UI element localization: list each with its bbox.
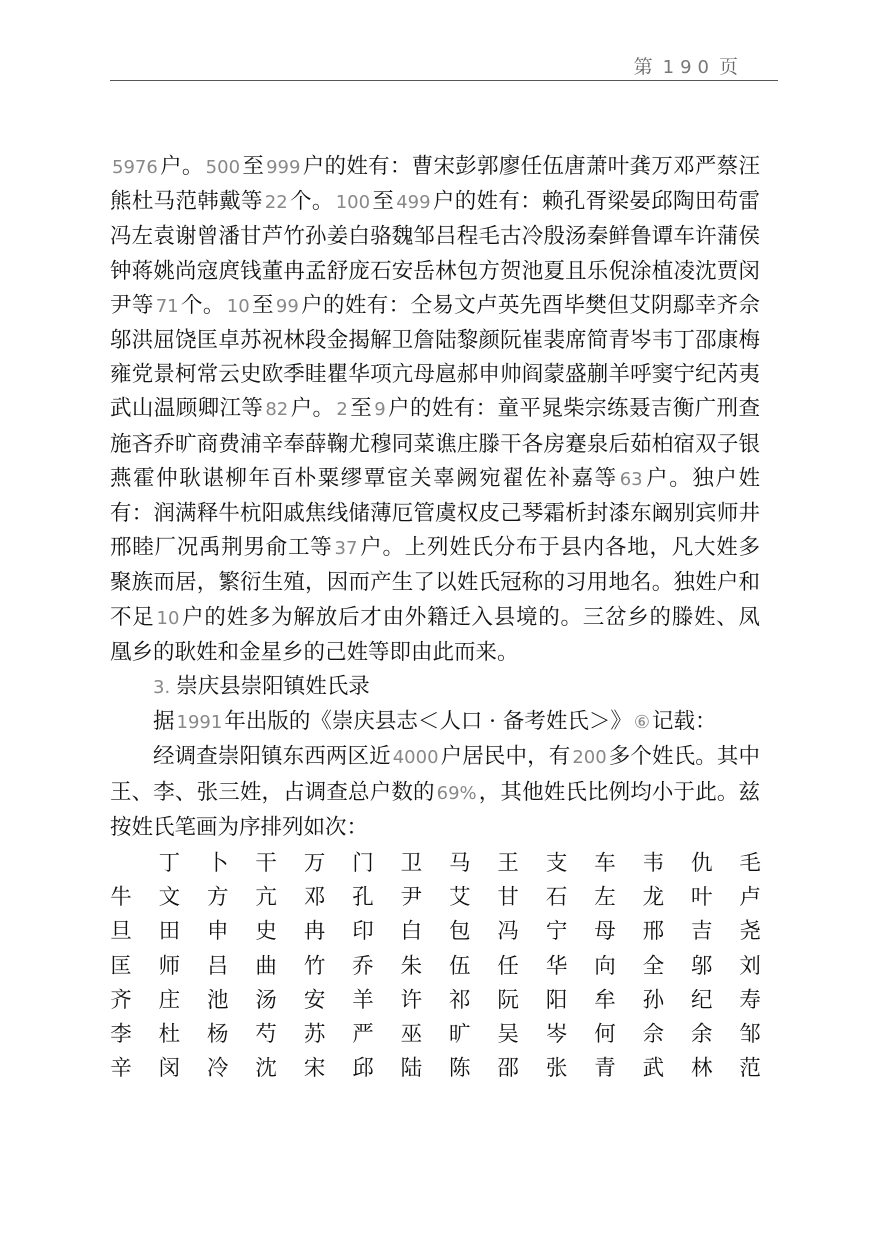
surname-cell: 邓 (303, 885, 326, 911)
surname-cell: 范 (739, 1056, 761, 1082)
surname-cell: 卫 (400, 851, 423, 877)
surname-cell: 石 (545, 885, 568, 911)
surname-cell: 池 (207, 987, 229, 1013)
surname-cell: 邱 (352, 1056, 374, 1082)
surname-row (110, 950, 760, 984)
number-text: 82 (265, 399, 289, 421)
surname-cell: 冉 (303, 919, 326, 945)
surname-cell: 车 (594, 851, 616, 877)
surname-cell: 田 (158, 919, 181, 945)
surname-cell: 左 (594, 885, 616, 911)
body-text: 年出版的《崇庆县志＜人口 · 备考姓氏＞》 (224, 709, 632, 735)
surname-cell: 邬 (691, 953, 713, 979)
surname-cell: 支 (545, 851, 568, 877)
surname-cell: 刘 (739, 953, 761, 979)
surname-cell: 余 (691, 1022, 713, 1047)
paragraph-surname-statistics (110, 150, 760, 670)
page-prefix: 第 (633, 56, 659, 78)
body-text: 户。独户姓有：润满释牛杭阳戚焦线储薄厄管虞权皮己琴霜析封漆东阚别宾师井邢睦厂况禹荆男俞工等 (110, 465, 760, 561)
number-text: 200 (572, 747, 607, 769)
page-header (110, 0, 778, 81)
surname-cell: 全 (642, 953, 665, 979)
body-text: 户。上列姓氏分布于县内各地，凡大姓多聚族而居，繁衍生殖，因而产生了以姓氏冠称的习用地名。独姓户和不足 (110, 535, 760, 630)
surname-cell: 曲 (255, 953, 277, 979)
surname-cell: 陈 (449, 1056, 471, 1082)
surname-cell: 辛 (110, 1056, 132, 1082)
surname-cell: 龙 (642, 885, 665, 911)
body-text: 多个姓氏。其中王、李、张三姓，占调查总户数的 (110, 744, 760, 805)
surname-cell: 陆 (400, 1056, 423, 1082)
section-number: 3. (153, 677, 171, 699)
number-text: 9 (374, 399, 386, 421)
surname-row (110, 915, 760, 949)
body-text: ，其他姓氏比例均小于此。兹按姓氏笔画为序排列如次： (110, 779, 760, 840)
surname-cell: 冷 (207, 1056, 229, 1082)
surname-cell: 甘 (497, 885, 519, 911)
surname-cell: 师 (158, 953, 181, 979)
surname-row (110, 1018, 760, 1052)
surname-cell: 岑 (545, 1022, 568, 1047)
surname-cell: 万 (303, 851, 326, 877)
surname-cell: 吉 (691, 919, 713, 945)
surname-cell: 文 (158, 885, 181, 911)
surname-cell: 母 (594, 919, 616, 945)
surname-row (110, 1052, 760, 1086)
page-body (110, 150, 760, 1086)
surname-cell: 旦 (110, 919, 132, 945)
surname-cell: 方 (207, 885, 229, 911)
number-text: 4000 (392, 747, 439, 769)
body-text: 户的姓有：赖孔胥梁晏邱陶田苟雷冯左袁谢曾潘甘芦竹孙姜白骆魏邹吕程毛古冷殷汤秦鲜鲁谭车许蒲侯钟蒋姚尚寇庹钱董冉孟舒庞石安岳林包方贺池夏且乐倪涂植凌沈贾闵尹等 (110, 189, 760, 318)
surname-cell: 艾 (449, 885, 471, 911)
surname-cell: 许 (400, 987, 423, 1013)
surname-cell: 沈 (255, 1056, 277, 1082)
surname-cell: 齐 (110, 987, 132, 1013)
surname-cell: 匡 (110, 953, 132, 979)
surname-cell: 纪 (691, 987, 713, 1013)
surname-cell: 旷 (449, 1022, 471, 1047)
surname-cell: 吴 (497, 1022, 519, 1047)
section-title: 崇庆县崇阳镇姓氏录 (176, 674, 370, 700)
surname-cell: 冯 (497, 919, 519, 945)
surname-cell: 竹 (303, 953, 326, 979)
number-text: 71 (155, 295, 179, 317)
number-text: 1991 (176, 712, 223, 734)
number-text: 63 (619, 468, 643, 490)
surname-cell: 包 (449, 919, 471, 945)
body-text: 户的姓有：曹宋彭郭廖任伍唐萧叶龚万邓严蔡汪熊杜马范韩戴等 (110, 154, 760, 215)
surname-cell: 汤 (255, 987, 277, 1013)
number-text: 999 (266, 157, 301, 178)
body-text: 据 (153, 709, 175, 735)
number-text: 10 (226, 295, 250, 317)
surname-cell: 青 (594, 1056, 616, 1082)
surname-row (110, 847, 760, 881)
surname-row (110, 881, 760, 915)
number-text: 99 (275, 295, 299, 317)
surname-cell: 张 (545, 1056, 568, 1082)
surname-cell: 邢 (642, 919, 665, 945)
surname-cell: 祁 (449, 987, 471, 1013)
surname-cell: 叶 (691, 885, 713, 911)
surname-cell: 孙 (642, 987, 665, 1013)
number-text: 22 (264, 192, 288, 214)
surname-cell: 羊 (352, 987, 374, 1013)
body-text: 至 (242, 154, 265, 179)
body-text: 户的姓有：仝易文卢英先酉毕樊但艾阴鄢幸齐佘邬洪屈饶匡卓苏祝林段金揭解卫詹陆黎颜阮崔裴席简青岑韦丁邵康梅雍党景柯常云史欧季眭瞿华项亢母扈郝申帅阎蒙盛蒯羊呼窦宁纪芮夷武山温顾卿江等 (110, 292, 760, 422)
surname-cell: 马 (449, 851, 471, 877)
body-text: 户。 (290, 396, 335, 422)
surname-cell: 门 (352, 851, 374, 877)
surname-cell: 卢 (739, 885, 761, 911)
surname-cell: 邵 (497, 1056, 519, 1082)
surname-cell: 苏 (303, 1022, 326, 1047)
surname-grid (110, 847, 760, 1086)
surname-cell: 庄 (158, 987, 181, 1013)
surname-cell: 伍 (449, 953, 471, 979)
page-suffix: 页 (718, 56, 744, 78)
paragraph-source-citation (110, 705, 760, 740)
surname-cell: 史 (255, 919, 277, 945)
surname-cell: 牟 (594, 987, 616, 1013)
surname-cell: 李 (110, 1022, 132, 1047)
section-heading (110, 670, 760, 705)
surname-cell: 芍 (255, 1022, 277, 1047)
surname-cell: 严 (352, 1022, 374, 1047)
surname-cell: 杨 (207, 1022, 229, 1047)
body-text: 户。 (159, 154, 204, 179)
number-text: 69% (436, 782, 477, 804)
number-text: 5976 (112, 157, 158, 178)
surname-cell: 乔 (352, 953, 374, 979)
body-text: 至 (349, 396, 373, 422)
surname-cell: 白 (400, 919, 423, 945)
paragraph-survey-summary (110, 740, 760, 845)
surname-cell: 安 (303, 987, 326, 1013)
surname-cell: 亢 (255, 885, 277, 911)
body-text: 个。 (289, 189, 334, 215)
surname-cell: 毛 (739, 851, 761, 877)
body-text: 记载： (651, 709, 717, 735)
surname-cell: 杜 (158, 1022, 181, 1047)
surname-cell: 牛 (110, 885, 132, 911)
surname-cell: 印 (352, 919, 374, 945)
surname-cell: 阳 (545, 987, 568, 1013)
surname-cell: 王 (497, 851, 519, 877)
surname-cell: 尧 (739, 919, 761, 945)
surname-cell: 韦 (642, 851, 665, 877)
surname-cell: 尹 (400, 885, 423, 911)
surname-cell: 任 (497, 953, 519, 979)
surname-row (110, 984, 760, 1018)
surname-cell: 巫 (400, 1022, 423, 1047)
surname-cell: 丁 (158, 851, 181, 877)
surname-cell: 阮 (497, 987, 519, 1013)
surname-cell: 向 (594, 953, 616, 979)
number-text: 100 (335, 192, 371, 214)
surname-cell: 宋 (303, 1056, 326, 1082)
surname-cell: 林 (691, 1056, 713, 1082)
body-text: 户的姓多为解放后才由外籍迁入县境的。三岔乡的滕姓、凤凰乡的耿姓和金星乡的己姓等即由此而来。 (110, 604, 760, 665)
number-text: 2 (336, 399, 348, 421)
surname-cell: 卜 (207, 851, 229, 877)
surname-cell: 宁 (545, 919, 568, 945)
surname-cell: 闵 (158, 1056, 181, 1082)
surname-cell: 华 (545, 953, 568, 979)
surname-cell: 孔 (352, 885, 374, 911)
surname-cell: 吕 (207, 953, 229, 979)
surname-cell: 邹 (739, 1022, 761, 1047)
surname-cell: 申 (207, 919, 229, 945)
number-text: 499 (396, 192, 431, 214)
surname-cell: 何 (594, 1022, 616, 1047)
surname-cell: 仇 (691, 851, 713, 877)
number-text: 37 (334, 538, 358, 560)
page-number (634, 52, 744, 79)
surname-cell: 武 (642, 1056, 665, 1082)
body-text: 个。 (180, 292, 225, 318)
number-text: 500 (205, 157, 241, 178)
surname-cell: 朱 (400, 953, 423, 979)
number-text: ⑥ (633, 712, 650, 734)
surname-cell: 干 (255, 851, 277, 877)
body-text: 户居民中，有 (440, 744, 571, 770)
body-text: 至 (251, 292, 274, 318)
body-text: 经调查崇阳镇东西两区近 (153, 744, 391, 770)
body-text: 至 (372, 189, 395, 215)
surname-cell: 佘 (642, 1022, 665, 1047)
body-text: 户的姓有：童平晁柴宗练聂吉衡广刑查施吝乔旷商费浦辛奉薛鞠尤穆同菜谯庄滕干各房蹇泉后茹柏宿双子银燕霍仲耿谌柳年百朴粟缪覃宦关辜阙宛翟佐补嘉等 (110, 396, 760, 491)
number-text: 10 (156, 607, 180, 629)
page-number-value: 190 (662, 57, 715, 78)
surname-cell: 寿 (739, 987, 761, 1013)
